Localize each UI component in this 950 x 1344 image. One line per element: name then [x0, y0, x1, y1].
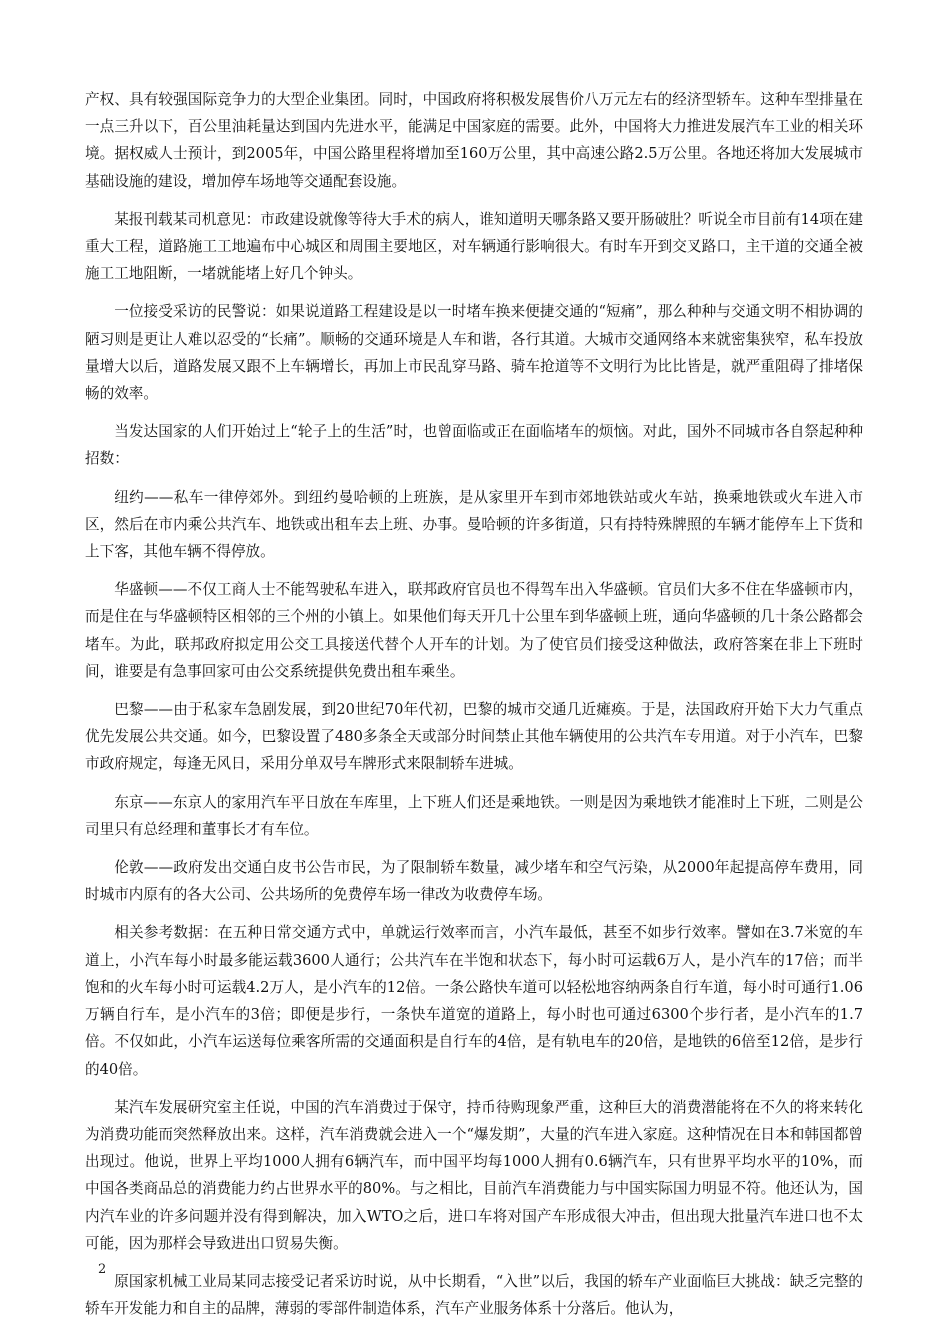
paragraph-london: 伦敦——政府发出交通白皮书公告市民，为了限制轿车数量，减少堵车和空气污染，从2000年起提高停车费用，同时城市内原有的各大公司、公共场所的免费停车场一律改为收费停车场。: [85, 859, 863, 904]
paragraph-machinery-bureau: 原国家机械工业局某同志接受记者采访时说，从中长期看，“入世”以后，我国的轿车产业面临巨大挑战：缺乏完整的轿车开发能力和自主的品牌，薄弱的零部件制造体系，汽车产业服务体系十分落后。他认为，: [85, 1272, 863, 1318]
paragraph-research-director: 某汽车发展研究室主任说，中国的汽车消费过于保守，持币待购现象严重，这种巨大的消费潜能将在不久的将来转化为消费功能而突然释放出来。这样，汽车消费就会进入一个“爆发期”，大量的汽车进入家庭。这种情况在日本和韩国都曾出现过。他说，世界上平均1000人拥有6辆汽车，而中国平均每1000人拥有0.6辆汽车，只有世界平均水平的10%，而中国各类商品总的消费能力约占世界水平的80%。与之相比，目前汽车消费能力与中国实际国力明显不符。他还认为，国内汽车业的许多问题并没有得到解决，加入WTO之后，进口车将对国产车形成很大冲击，但出现大批量汽车进口也不太可能，因为那样会导致进出口贸易失衡。: [85, 1098, 863, 1252]
paragraph-tokyo: 东京——东京人的家用汽车平日放在车库里，上下班人们还是乘地铁。一则是因为乘地铁才能准时上下班，二则是公司里只有总经理和董事长才有车位。: [85, 793, 863, 838]
paragraph-paris: 巴黎——由于私家车急剧发展，到20世纪70年代初，巴黎的城市交通几近瘫痪。于是，法国政府开始下大力气重点优先发展公共交通。如今，巴黎设置了480多条全天或部分时间禁止其他车辆使用的公共汽车专用道。对于小汽车，巴黎市政府规定，每逢无风日，采用分单双号车牌形式来限制轿车进城。: [85, 701, 863, 773]
paragraph-new-york: 纽约——私车一律停郊外。到纽约曼哈顿的上班族，是从家里开车到市郊地铁站或火车站，换乘地铁或火车进入市区，然后在市内乘公共汽车、地铁或出租车去上班、办事。曼哈顿的许多街道，只有持特殊牌照的车辆才能停车上下货和上下客，其他车辆不得停放。: [85, 488, 863, 561]
paragraph-foreign-cities-intro: 当发达国家的人们开始过上“轮子上的生活”时，也曾面临或正在面临堵车的烦恼。对此，国外不同城市各自祭起种种招数：: [85, 423, 863, 468]
paragraph-driver-opinion: 某报刊载某司机意见：市政建设就像等待大手术的病人，谁知道明天哪条路又要开肠破肚？听说全市目前有14项在建重大工程，道路施工工地遍布中心城区和周围主要地区，对车辆通行影响很大。有时车开到交叉路口，主干道的交通全被施工工地阻断，一堵就能堵上好几个钟头。: [85, 210, 863, 283]
paragraph-continued: 产权、具有较强国际竞争力的大型企业集团。同时，中国政府将积极发展售价八万元左右的经济型轿车。这种车型排量在一点三升以下，百公里油耗量达到国内先进水平，能满足中国家庭的需要。此外，中国将大力推进发展汽车工业的相关环境。据权威人士预计，到2005年，中国公路里程将增加至160万公里，其中高速公路2.5万公里。各地还将加大发展城市基础设施的建设，增加停车场地等交通配套设施。: [85, 91, 863, 190]
paragraph-police-interview: 一位接受采访的民警说：如果说道路工程建设是以一时堵车换来便捷交通的“短痛”，那么种种与交通文明不相协调的陋习则是更让人难以忍受的“长痛”。顺畅的交通环境是人车和谐，各行其道。大城市交通网络本来就密集狭窄，私车投放量增大以后，道路发展又跟不上车辆增长，再加上市民乱穿马路、骑车抢道等不文明行为比比皆是，就严重阻碍了排堵保畅的效率。: [85, 303, 863, 403]
body-text: [85, 86, 863, 1333]
paragraph-reference-data: 相关参考数据：在五种日常交通方式中，单就运行效率而言，小汽车最低，甚至不如步行效率。譬如在3.7米宽的车道上，小汽车每小时最多能运载3600人通行；公共汽车在半饱和状态下，每小时可运载6万人，是小汽车的17倍；而半饱和的火车每小时可运载4.2万人，是小汽车的12倍。一条公路快车道可以轻松地容纳两条自行车道，每小时可通行1.06万辆自行车，是小汽车的3倍；即便是步行，一条快车道宽的道路上，每小时也可通过6300个步行者，是小汽车的1.7倍。不仅如此，小汽车运送每位乘客所需的交通面积是自行车的4倍，是有轨电车的20倍，是地铁的6倍至12倍，是步行的40倍。: [85, 924, 863, 1078]
paragraph-washington: 华盛顿——不仅工商人士不能驾驶私车进入，联邦政府官员也不得驾车出入华盛顿。官员们大多不住在华盛顿市内，而是住在与华盛顿特区相邻的三个州的小镇上。如果他们每天开几十公里车到华盛顿上班，通向华盛顿的几十条公路都会堵车。为此，联邦政府拟定用公交工具接送代替个人开车的计划。为了使官员们接受这种做法，政府答案在非上下班时间，谁要是有急事回家可由公交系统提供免费出租车乘坐。: [85, 581, 863, 680]
page-number: 2: [98, 1262, 107, 1277]
